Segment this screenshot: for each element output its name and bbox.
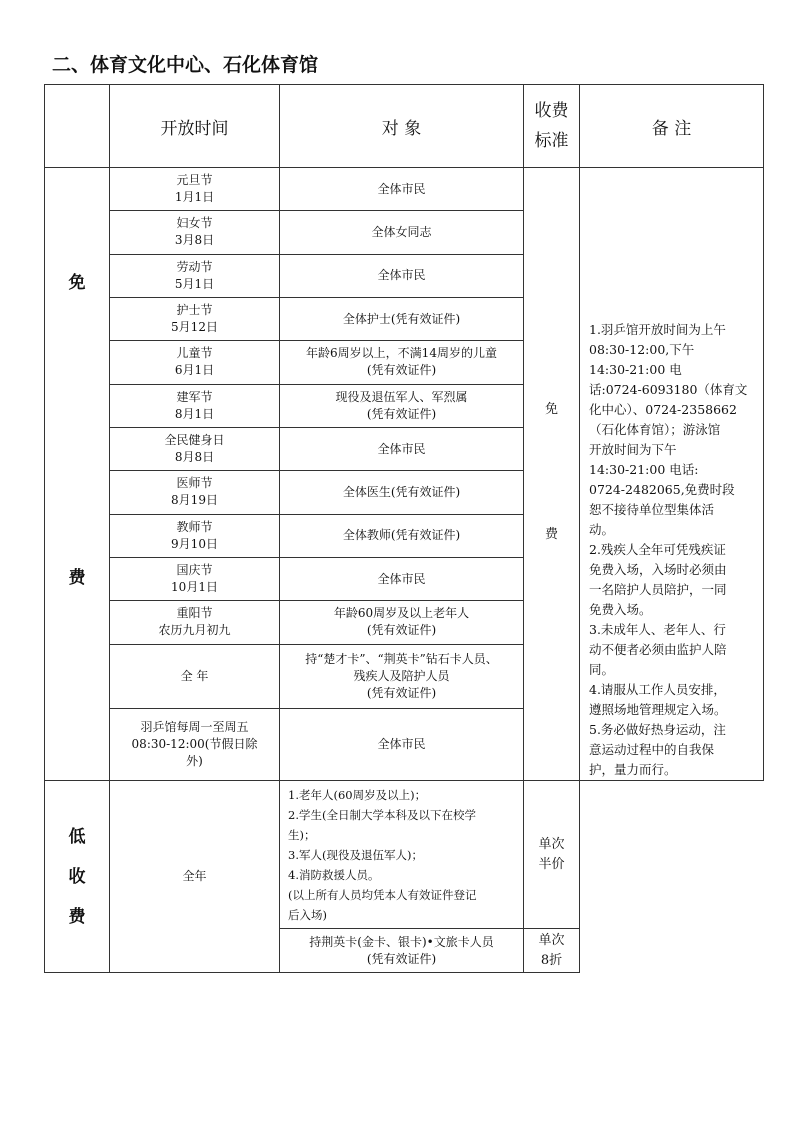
target-line: 年龄60周岁及以上老年人 bbox=[333, 606, 470, 621]
target-line: (凭有效证件) bbox=[366, 685, 437, 700]
target-line: 全体护士(凭有效证件) bbox=[342, 311, 461, 326]
header-fee-line1: 收费 bbox=[534, 101, 569, 121]
target-cell bbox=[280, 384, 524, 427]
remarks-line: 免费入场，入场时必须由 bbox=[589, 562, 727, 577]
remarks-line: 2.残疾人全年可凭残疾证 bbox=[589, 542, 726, 557]
open-time-cell bbox=[110, 211, 280, 254]
fee-free-char: 免 bbox=[544, 402, 558, 417]
category-free bbox=[45, 168, 110, 781]
open-time-line: 重阳节 bbox=[176, 606, 213, 621]
fee-free-cell bbox=[524, 168, 580, 781]
table-row bbox=[45, 168, 764, 211]
target-line: 全体女同志 bbox=[371, 224, 432, 239]
open-time-cell bbox=[110, 297, 280, 340]
header-fee-line2: 标准 bbox=[534, 131, 569, 151]
page-title: 二、体育文化中心、石化体育馆 bbox=[52, 54, 319, 76]
open-time-line: 8月1日 bbox=[174, 406, 215, 421]
remarks-line: 1.羽乒馆开放时间为上午 bbox=[589, 322, 726, 337]
target-cell bbox=[280, 644, 524, 708]
remarks-line: 开放时间为下午 bbox=[589, 442, 677, 457]
remarks-line: 同。 bbox=[589, 662, 615, 677]
table-row bbox=[45, 781, 764, 929]
remarks-line: 08:30-12:00,下午 bbox=[589, 342, 695, 357]
open-time-line: 3月8日 bbox=[174, 233, 215, 248]
target-line: 全体教师(凭有效证件) bbox=[342, 528, 461, 543]
open-time-cell bbox=[110, 341, 280, 384]
header-row bbox=[45, 85, 764, 168]
target-line: 全体市民 bbox=[377, 571, 426, 586]
fee-table bbox=[44, 84, 764, 973]
open-time-cell bbox=[110, 254, 280, 297]
remarks-line: 动。 bbox=[589, 522, 615, 537]
remarks-line: 遵照场地管理规定入场。 bbox=[589, 702, 727, 717]
remarks-line: 5.务必做好热身运动，注 bbox=[589, 722, 726, 737]
remarks-line: 化中心）、0724-2358662 bbox=[589, 402, 737, 417]
open-time-cell bbox=[110, 514, 280, 557]
fee-line: 半价 bbox=[538, 856, 565, 872]
open-time-cell bbox=[110, 384, 280, 427]
target-cell bbox=[280, 514, 524, 557]
open-time-line: 9月10日 bbox=[171, 536, 218, 551]
category-free-char: 免 bbox=[68, 273, 86, 293]
remarks-line: 护，量力而行。 bbox=[589, 762, 677, 777]
target-cell bbox=[280, 427, 524, 470]
target-line: 全体医生(凭有效证件) bbox=[342, 484, 461, 499]
open-time-line: 6月1日 bbox=[174, 363, 215, 378]
target-cell bbox=[280, 168, 524, 211]
open-time-line: 医师节 bbox=[176, 476, 213, 491]
open-time-line: 国庆节 bbox=[176, 563, 213, 578]
target-line: 2.学生(全日制大学本科及以下在校学 bbox=[288, 807, 476, 822]
target-line: 3.军人(现役及退伍军人)； bbox=[288, 847, 423, 862]
header-target: 对 象 bbox=[280, 85, 524, 168]
category-low-fee-char: 费 bbox=[68, 906, 86, 927]
header-category bbox=[45, 85, 110, 168]
open-time-line: 5月1日 bbox=[174, 276, 215, 291]
category-low-fee bbox=[45, 781, 110, 973]
category-low-fee-char: 收 bbox=[68, 866, 86, 887]
open-time-line: 羽乒馆每周一至周五 bbox=[140, 719, 249, 734]
target-line: 4.消防救援人员。 bbox=[288, 867, 380, 882]
header-fee bbox=[524, 85, 580, 168]
fee-line: 单次 bbox=[538, 836, 565, 852]
remarks-line: 14:30-21:00 电 bbox=[589, 362, 682, 377]
open-time-line: 建军节 bbox=[176, 389, 213, 404]
fee-cell bbox=[524, 781, 580, 929]
target-line: 全体市民 bbox=[377, 181, 426, 196]
target-line: 全体市民 bbox=[377, 268, 426, 283]
open-time-cell bbox=[110, 644, 280, 708]
open-time-line: 5月12日 bbox=[171, 320, 218, 335]
fee-free-char: 费 bbox=[544, 527, 558, 542]
open-time-line: 8月8日 bbox=[174, 450, 215, 465]
remarks-line: 恕不接待单位型集体活 bbox=[589, 502, 715, 517]
fee-cell bbox=[524, 929, 580, 973]
open-time-line: 10月1日 bbox=[171, 580, 218, 595]
category-free-char: 费 bbox=[68, 568, 86, 588]
open-time-line: 护士节 bbox=[176, 303, 213, 318]
open-time-line: 外) bbox=[186, 753, 203, 768]
open-time-line: 元旦节 bbox=[176, 173, 213, 188]
header-remarks: 备 注 bbox=[580, 85, 764, 168]
target-cell bbox=[280, 254, 524, 297]
target-line: (以上所有人员均凭本人有效证件登记 bbox=[288, 887, 477, 902]
fee-line: 8折 bbox=[540, 952, 563, 968]
target-cell bbox=[280, 211, 524, 254]
remarks-line: 0724-2482065,免费时段 bbox=[589, 482, 735, 497]
target-line: 全体市民 bbox=[377, 736, 426, 751]
category-low-fee-char: 低 bbox=[68, 826, 86, 847]
target-line: 后入场) bbox=[288, 907, 327, 922]
open-time-line: 1月1日 bbox=[174, 190, 215, 205]
open-time-cell bbox=[110, 471, 280, 514]
target-cell bbox=[280, 929, 524, 973]
target-line: (凭有效证件) bbox=[366, 406, 437, 421]
target-cell bbox=[280, 341, 524, 384]
open-time-cell bbox=[110, 427, 280, 470]
target-cell bbox=[280, 781, 524, 929]
target-cell bbox=[280, 708, 524, 780]
remarks-line: 一名陪护人员陪护，一同 bbox=[589, 582, 727, 597]
open-time-line: 农历九月初九 bbox=[158, 623, 231, 638]
open-time-cell bbox=[110, 557, 280, 600]
remarks-line: （石化体育馆）；游泳馆 bbox=[589, 422, 721, 437]
target-line: 现役及退伍军人、军烈属 bbox=[335, 389, 468, 404]
open-time-line: 8月19日 bbox=[171, 493, 218, 508]
remarks-line: 免费入场。 bbox=[589, 602, 652, 617]
open-time-line: 妇女节 bbox=[176, 216, 213, 231]
target-line: 生)； bbox=[288, 827, 316, 842]
remarks-line: 3.未成年人、老年人、行 bbox=[589, 622, 726, 637]
target-line: 持“楚才卡”、“荆英卡”钻石卡人员、 bbox=[305, 651, 498, 666]
open-time-line: 教师节 bbox=[176, 519, 213, 534]
free-section bbox=[45, 168, 764, 781]
header-time: 开放时间 bbox=[110, 85, 280, 168]
target-line: (凭有效证件) bbox=[366, 623, 437, 638]
remarks-line: 动不便者必须由监护人陪 bbox=[589, 642, 727, 657]
open-time-line: 08:30-12:00(节假日除 bbox=[131, 736, 258, 751]
target-line: 持荆英卡(金卡、银卡)•文旅卡人员 bbox=[309, 934, 494, 949]
open-time-line: 全 年 bbox=[180, 668, 209, 683]
open-time-cell: 全年 bbox=[110, 781, 280, 973]
open-time-line: 全民健身日 bbox=[164, 433, 225, 448]
open-time-cell bbox=[110, 168, 280, 211]
open-time-cell bbox=[110, 708, 280, 780]
target-line: (凭有效证件) bbox=[366, 363, 437, 378]
remarks-cell bbox=[580, 168, 764, 781]
target-line: 残疾人及陪护人员 bbox=[353, 668, 450, 683]
open-time-line: 儿童节 bbox=[176, 346, 213, 361]
target-line: 1.老年人(60周岁及以上)； bbox=[288, 787, 427, 802]
target-cell bbox=[280, 601, 524, 644]
remarks-line: 4.请服从工作人员安排， bbox=[589, 682, 726, 697]
remarks-line: 14:30-21:00 电话: bbox=[589, 462, 699, 477]
target-cell bbox=[280, 471, 524, 514]
open-time-line: 劳动节 bbox=[176, 259, 213, 274]
fee-line: 单次 bbox=[538, 932, 565, 948]
target-line: 年龄6周岁以上，不满14周岁的儿童 bbox=[306, 346, 497, 361]
low-fee-section bbox=[45, 781, 764, 973]
open-time-cell bbox=[110, 601, 280, 644]
remarks-line: 意运动过程中的自我保 bbox=[589, 742, 715, 757]
target-line: (凭有效证件) bbox=[366, 951, 437, 966]
target-cell bbox=[280, 557, 524, 600]
remarks-line: 话:0724-6093180（体育文 bbox=[589, 382, 748, 397]
target-cell bbox=[280, 297, 524, 340]
target-line: 全体市民 bbox=[377, 441, 426, 456]
